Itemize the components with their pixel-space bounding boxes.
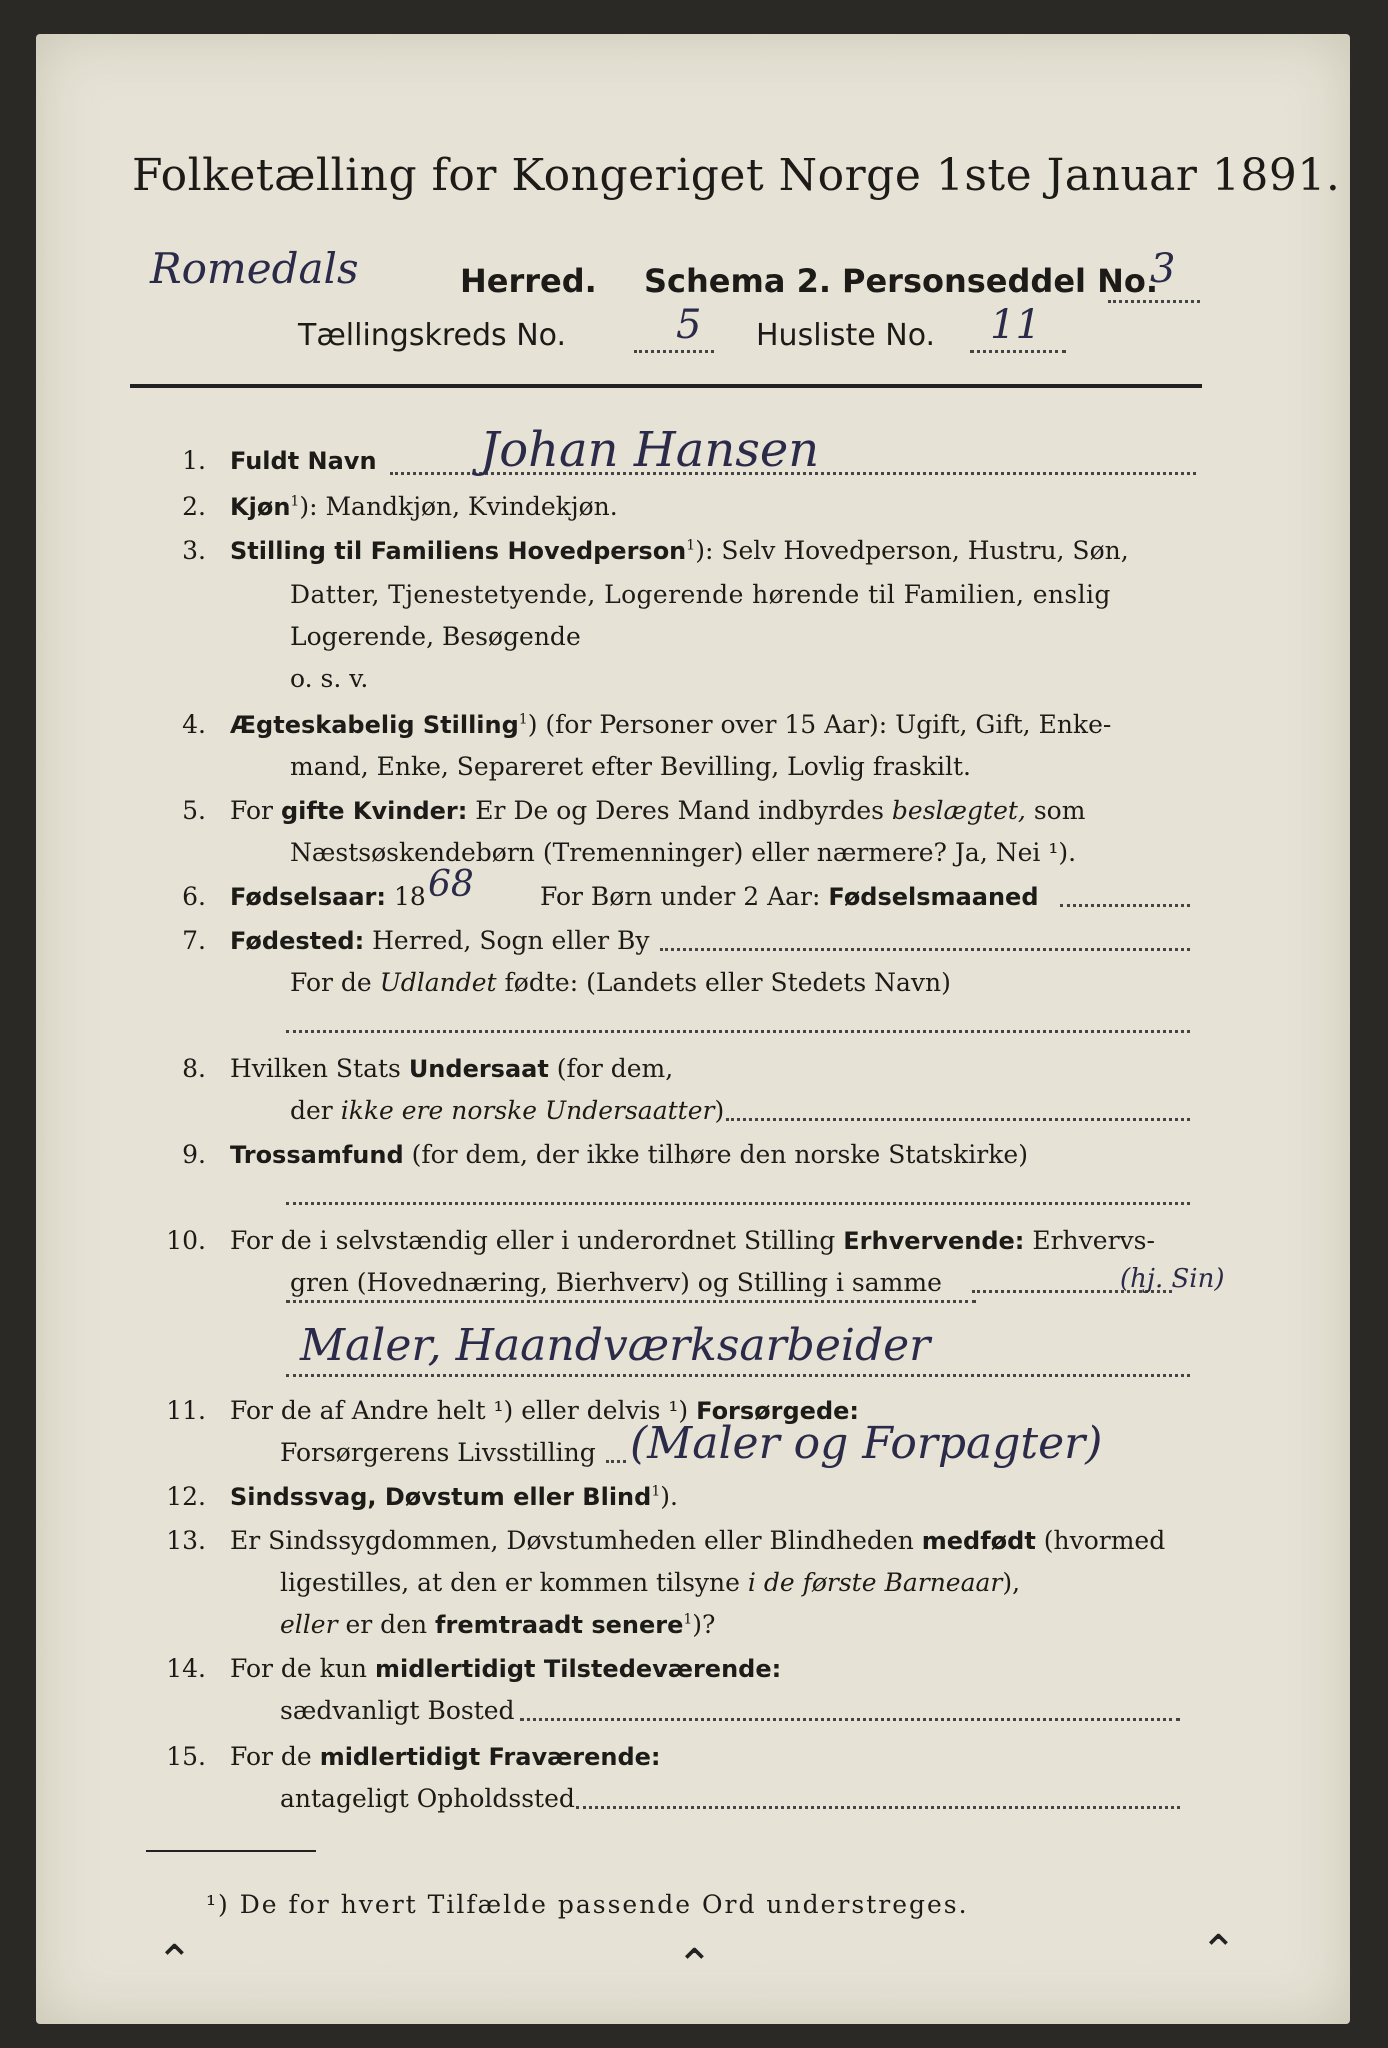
kreds-number: 5 (676, 302, 702, 348)
item-5-line1: For gifte Kvinder: Er De og Deres Mand indbyrdes beslægtet, som (230, 796, 1086, 825)
item-2-number: 2. (182, 492, 206, 521)
item-10-occupation-value: Maler, Haandværksarbeider (300, 1320, 931, 1371)
item-14-line2: sædvanligt Bosted (280, 1696, 515, 1725)
item-1-number: 1. (182, 446, 206, 475)
header-rule (130, 384, 1202, 388)
schema-label: Schema 2. (644, 262, 831, 300)
item-8-line1: Hvilken Stats Undersaat (for dem, (230, 1054, 674, 1083)
item-7-dots-2 (286, 1030, 1190, 1033)
item-6-year-value: 68 (428, 864, 474, 905)
corner-mark-right-icon: ⌃ (1200, 1926, 1237, 1977)
item-11-dots (606, 1460, 626, 1463)
herred-handwritten: Romedals (150, 244, 359, 293)
item-10-dots-3 (286, 1374, 1190, 1377)
item-4-line1: Ægteskabelig Stilling$^1$) (for Personer over 15 Aar): Ugift, Gift, Enke- (230, 710, 1112, 739)
item-4-line2: mand, Enke, Separeret efter Bevilling, Lovlig fraskilt. (290, 752, 971, 781)
item-7-line2: For de Udlandet fødte: (Landets eller Stedets Navn) (290, 968, 951, 997)
item-1-name-value: Johan Hansen (480, 422, 820, 478)
item-9-line1: Trossamfund (for dem, der ikke tilhøre den norske Statskirke) (230, 1140, 1028, 1169)
item-13-line2: ligestilles, at den er kommen tilsyne i de første Barneaar), (280, 1568, 1021, 1597)
personseddel-number: 3 (1150, 246, 1176, 292)
item-14-dots (520, 1718, 1180, 1721)
item-15-number: 15. (166, 1742, 206, 1771)
kreds-dots (634, 350, 714, 353)
item-13-line3: eller er den fremtraadt senere$^1$)? (280, 1610, 716, 1639)
item-3-line2: Datter, Tjenestetyende, Logerende hørende til Familien, enslig (290, 580, 1111, 609)
item-15-line1: For de midlertidigt Fraværende: (230, 1742, 661, 1771)
item-13-line1: Er Sindssygdommen, Døvstumheden eller Blindheden medfødt (hvormed (230, 1526, 1166, 1555)
herred-label: Herred. (460, 262, 597, 300)
item-4-number: 4. (182, 710, 206, 739)
item-10-line1: For de i selvstændig eller i underordnet Stilling Erhvervende: Erhvervs- (230, 1226, 1155, 1255)
item-11-number: 11. (166, 1396, 206, 1425)
item-6-dots (1060, 904, 1190, 907)
footnote-rule (146, 1850, 316, 1852)
item-13-number: 13. (166, 1526, 206, 1555)
item-15-line2: antageligt Opholdssted (280, 1784, 575, 1813)
item-8-line2: der ikke ere norske Undersaatter) (290, 1096, 725, 1125)
item-1-label: Fuldt Navn (230, 447, 377, 475)
item-11-line1: For de af Andre helt ¹) eller delvis ¹) Forsørgede: (230, 1396, 860, 1425)
item-3-line3: Logerende, Besøgende (290, 622, 581, 651)
item-7-number: 7. (182, 926, 206, 955)
item-5-line2: Næstsøskendebørn (Tremenninger) eller nærmere? Ja, Nei ¹). (290, 838, 1077, 867)
item-5-number: 5. (182, 796, 206, 825)
husliste-dots (970, 350, 1066, 353)
corner-mark-center-icon: ⌃ (676, 1940, 713, 1991)
item-3-line4: o. s. v. (290, 664, 369, 693)
item-14-line1: For de kun midlertidigt Tilstedeværende: (230, 1654, 782, 1683)
item-2-line: Kjøn$^1$): Mandkjøn, Kvindekjøn. (230, 492, 618, 521)
item-6-label: Fødselsaar: 18 (230, 882, 426, 911)
item-10-dots-2 (286, 1300, 976, 1303)
item-9-dots (286, 1202, 1190, 1205)
personseddel-label: Personseddel No. (842, 262, 1159, 300)
item-11-provider-value: (Maler og Forpagter) (630, 1418, 1103, 1469)
corner-mark-left-icon: ⌃ (156, 1936, 193, 1987)
item-7-dots (660, 948, 1190, 951)
item-15-dots (576, 1806, 1180, 1809)
item-12-number: 12. (166, 1482, 206, 1511)
item-14-number: 14. (166, 1654, 206, 1683)
item-3-line1: Stilling til Familiens Hovedperson$^1$): Selv Hovedperson, Hustru, Søn, (230, 536, 1129, 565)
item-10-note: (hj. Sin) (1120, 1264, 1225, 1294)
item-10-number: 10. (166, 1226, 206, 1255)
kreds-label: Tællingskreds No. (298, 318, 566, 353)
item-11-line2: Forsørgerens Livsstilling (280, 1438, 596, 1467)
item-7-line1: Fødested: Herred, Sogn eller By (230, 926, 650, 955)
footnote: ¹) De for hvert Tilfælde passende Ord understreges. (206, 1890, 969, 1919)
item-8-number: 8. (182, 1054, 206, 1083)
item-8-dots (726, 1118, 1190, 1121)
item-6-number: 6. (182, 882, 206, 911)
item-12-line1: Sindssvag, Døvstum eller Blind$^1$). (230, 1482, 678, 1511)
husliste-label: Husliste No. (756, 318, 936, 353)
husliste-number: 11 (990, 302, 1041, 348)
form-title: Folketælling for Kongeriget Norge 1ste Januar 1891. (132, 150, 1341, 201)
personseddel-dots (1108, 300, 1200, 303)
item-10-line2: gren (Hovednæring, Bierhverv) og Stilling i samme (290, 1268, 942, 1297)
item-3-number: 3. (182, 536, 206, 565)
item-6-under2: For Børn under 2 Aar: Fødselsmaaned (540, 882, 1039, 911)
item-9-number: 9. (182, 1140, 206, 1169)
